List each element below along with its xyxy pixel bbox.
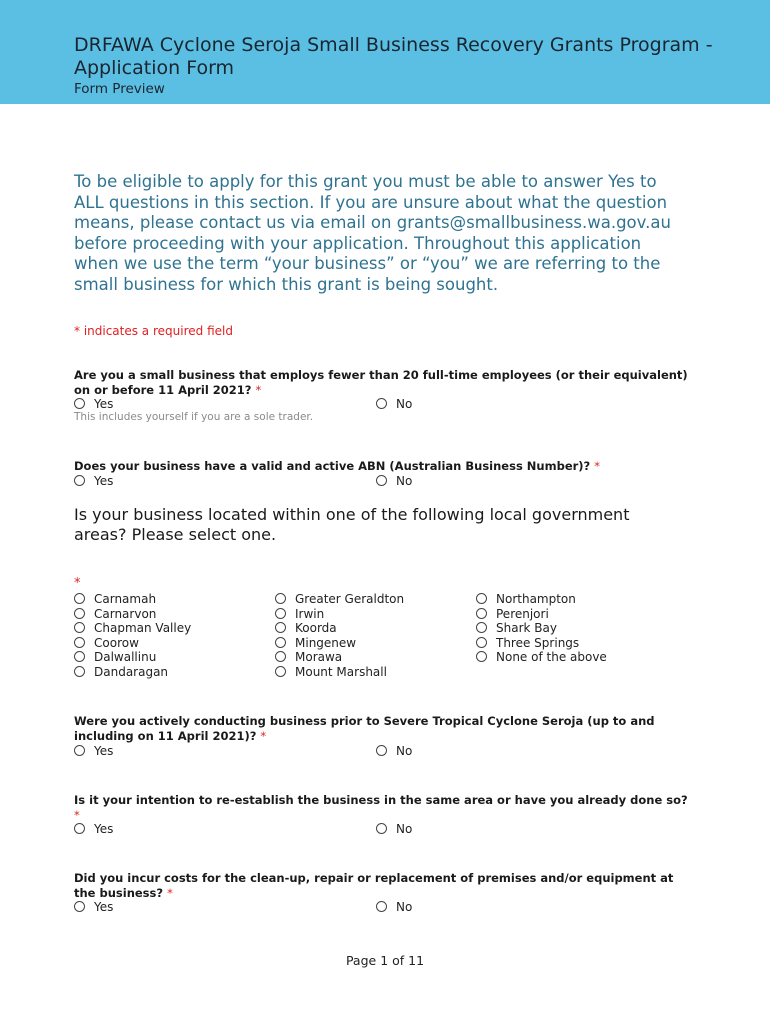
lga-option[interactable]: Irwin	[275, 607, 404, 622]
radio-button[interactable]	[74, 823, 85, 834]
lga-option[interactable]: Morawa	[275, 650, 404, 665]
q4-yes-option[interactable]: Yes	[74, 744, 113, 759]
lga-column-1	[74, 592, 191, 679]
lga-option[interactable]: Dalwallinu	[74, 650, 191, 665]
radio-button[interactable]	[74, 608, 85, 619]
q2-no-option[interactable]: No	[376, 474, 412, 489]
lga-option[interactable]: Mount Marshall	[275, 665, 404, 680]
question-re-establish	[74, 793, 694, 822]
radio-button[interactable]	[275, 637, 286, 648]
required-asterisk: *	[255, 382, 262, 397]
lga-column-3	[476, 592, 607, 665]
radio-button[interactable]	[275, 593, 286, 604]
question-text: Does your business have a valid and active ABN (Australian Business Number)?	[74, 459, 591, 473]
radio-button[interactable]	[74, 651, 85, 662]
q1-yes-option[interactable]: Yes	[74, 397, 113, 412]
radio-button[interactable]	[476, 593, 487, 604]
radio-button[interactable]	[376, 745, 387, 756]
lga-option[interactable]: Carnarvon	[74, 607, 191, 622]
lga-option[interactable]: Coorow	[74, 636, 191, 651]
lga-option[interactable]: Northampton	[476, 592, 607, 607]
radio-button[interactable]	[476, 622, 487, 633]
lga-option[interactable]: None of the above	[476, 650, 607, 665]
header-banner	[0, 0, 770, 104]
q4-no-option[interactable]: No	[376, 744, 412, 759]
radio-button[interactable]	[74, 637, 85, 648]
radio-button[interactable]	[275, 666, 286, 677]
radio-button[interactable]	[275, 651, 286, 662]
radio-button[interactable]	[74, 622, 85, 633]
radio-button[interactable]	[476, 637, 487, 648]
lga-option[interactable]: Dandaragan	[74, 665, 191, 680]
radio-button[interactable]	[376, 398, 387, 409]
question-text: Is it your intention to re-establish the business in the same area or have you already done so?	[74, 793, 688, 807]
required-field-note: * indicates a required field	[74, 324, 233, 338]
question-abn	[74, 459, 694, 474]
page-number: Page 1 of 11	[345, 953, 425, 968]
question-employees	[74, 368, 694, 397]
form-title: DRFAWA Cyclone Seroja Small Business Recovery Grants Program - Application Form	[74, 34, 713, 79]
lga-option[interactable]: Carnamah	[74, 592, 191, 607]
radio-button[interactable]	[376, 823, 387, 834]
question-prior-trading	[74, 714, 694, 743]
q5-yes-option[interactable]: Yes	[74, 822, 113, 837]
required-asterisk: *	[74, 807, 80, 822]
lga-option[interactable]: Perenjori	[476, 607, 607, 622]
question-text: Did you incur costs for the clean-up, repair or replacement of premises and/or equipment at the business?	[74, 871, 674, 900]
lga-option[interactable]: Shark Bay	[476, 621, 607, 636]
radio-button[interactable]	[74, 901, 85, 912]
radio-button[interactable]	[275, 622, 286, 633]
q6-no-option[interactable]: No	[376, 900, 412, 915]
intro-text: To be eligible to apply for this grant you must be able to answer Yes to ALL questions in this section. If you are unsure about what the question means, please contact us via email on grants@smallbusiness.wa.gov.au before proceeding with your application. Throughout this application when we use the term “your business” or “you” we are referring to the small business for which this grant is being sought.	[74, 172, 671, 294]
question-clean-up-costs	[74, 871, 694, 900]
lga-option[interactable]: Three Springs	[476, 636, 607, 651]
required-asterisk: *	[260, 728, 267, 743]
lga-option[interactable]: Mingenew	[275, 636, 404, 651]
radio-button[interactable]	[476, 651, 487, 662]
radio-button[interactable]	[74, 745, 85, 756]
radio-button[interactable]	[476, 608, 487, 619]
lga-option[interactable]: Chapman Valley	[74, 621, 191, 636]
q2-yes-option[interactable]: Yes	[74, 474, 113, 489]
q1-hint: This includes yourself if you are a sole trader.	[74, 411, 314, 423]
q6-yes-option[interactable]: Yes	[74, 900, 113, 915]
question-lga: Is your business located within one of the following local government areas? Please select one.	[74, 505, 630, 544]
lga-option[interactable]: Greater Geraldton	[275, 592, 404, 607]
required-asterisk: *	[74, 576, 81, 591]
radio-button[interactable]	[74, 593, 85, 604]
lga-option[interactable]: Koorda	[275, 621, 404, 636]
q1-no-option[interactable]: No	[376, 397, 412, 412]
form-subtitle: Form Preview	[74, 81, 165, 97]
question-text: Are you a small business that employs fewer than 20 full-time employees (or their equivalent) on or before 11 April 2021?	[74, 368, 688, 397]
required-asterisk: *	[167, 885, 173, 900]
required-asterisk: *	[594, 459, 600, 473]
radio-button[interactable]	[74, 475, 85, 486]
radio-button[interactable]	[74, 666, 85, 677]
radio-button[interactable]	[376, 475, 387, 486]
radio-button[interactable]	[74, 398, 85, 409]
q5-no-option[interactable]: No	[376, 822, 412, 837]
lga-column-2	[275, 592, 404, 679]
radio-button[interactable]	[275, 608, 286, 619]
question-text: Were you actively conducting business prior to Severe Tropical Cyclone Seroja (up to and including on 11 April 2021)?	[74, 714, 655, 743]
radio-button[interactable]	[376, 901, 387, 912]
